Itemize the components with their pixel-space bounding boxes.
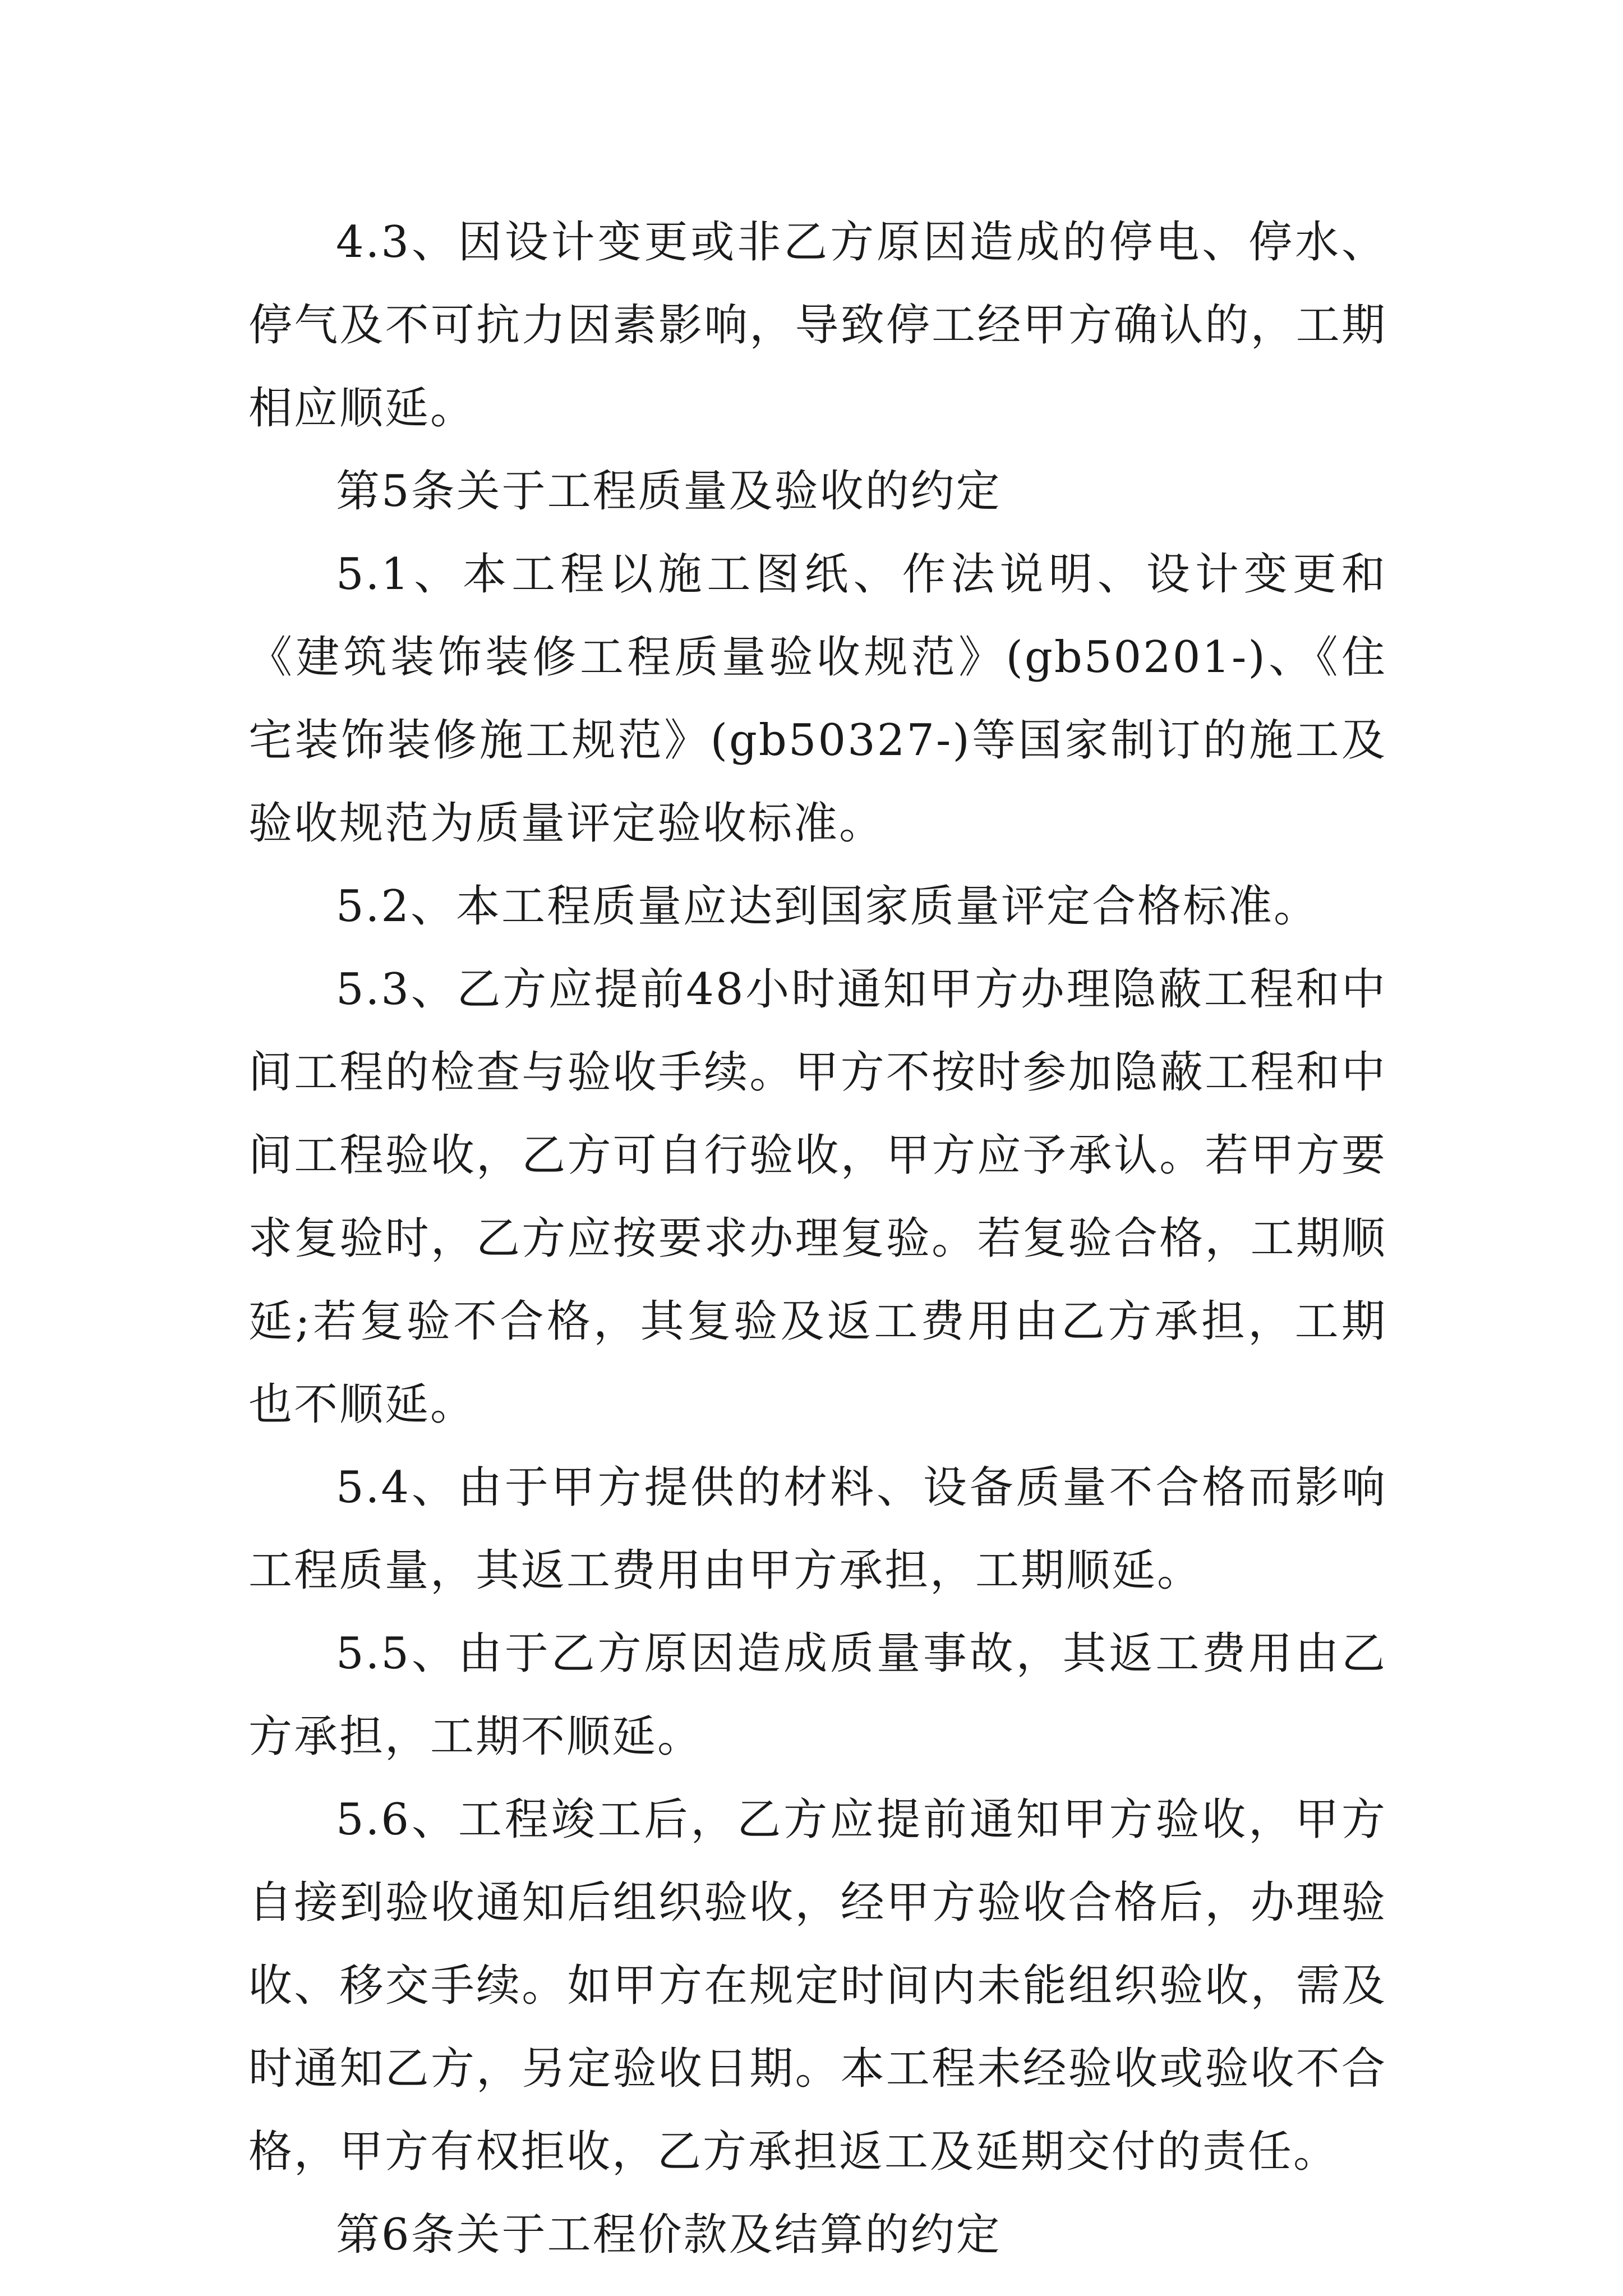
clause-5-5: 5.5、由于乙方原因造成质量事故，其返工费用由乙方承担，工期不顺延。 — [248, 1628, 1387, 1762]
article-5-heading: 第5条关于工程质量及验收的约定 — [336, 466, 1002, 517]
document-body — [248, 201, 1387, 2276]
clause-5-6: 5.6、工程竣工后，乙方应提前通知甲方验收，甲方自接到验收通知后组织验收，经甲方验收合格后，办理验收、移交手续。如甲方在规定时间内未能组织验收，需及时通知乙方，另定验收日期。本工程未经验收或验收不合格，甲方有权拒收，乙方承担返工及延期交付的责任。 — [248, 1795, 1387, 2177]
clause-5-4: 5.4、由于甲方提供的材料、设备质量不合格而影响工程质量，其返工费用由甲方承担，工期顺延。 — [248, 1462, 1387, 1596]
clause-5-2: 5.2、本工程质量应达到国家质量评定合格标准。 — [336, 881, 1320, 932]
clause-5-3: 5.3、乙方应提前48小时通知甲方办理隐蔽工程和中间工程的检查与验收手续。甲方不按时参加隐蔽工程和中间工程验收，乙方可自行验收，甲方应予承认。若甲方要求复验时，乙方应按要求办理复验。若复验合格，工期顺延;若复验不合格，其复验及返工费用由乙方承担，工期也不顺延。 — [248, 964, 1387, 1430]
clause-5-1: 5.1、本工程以施工图纸、作法说明、设计变更和《建筑装饰装修工程质量验收规范》(gb50201-)、《住宅装饰装修施工规范》(gb50327-)等国家制订的施工及验收规范为质量评定验收标准。 — [248, 549, 1387, 849]
article-6-heading: 第6条关于工程价款及结算的约定 — [336, 2210, 1002, 2260]
clause-4-3: 4.3、因设计变更或非乙方原因造成的停电、停水、停气及不可抗力因素影响，导致停工经甲方确认的，工期相应顺延。 — [248, 217, 1387, 434]
